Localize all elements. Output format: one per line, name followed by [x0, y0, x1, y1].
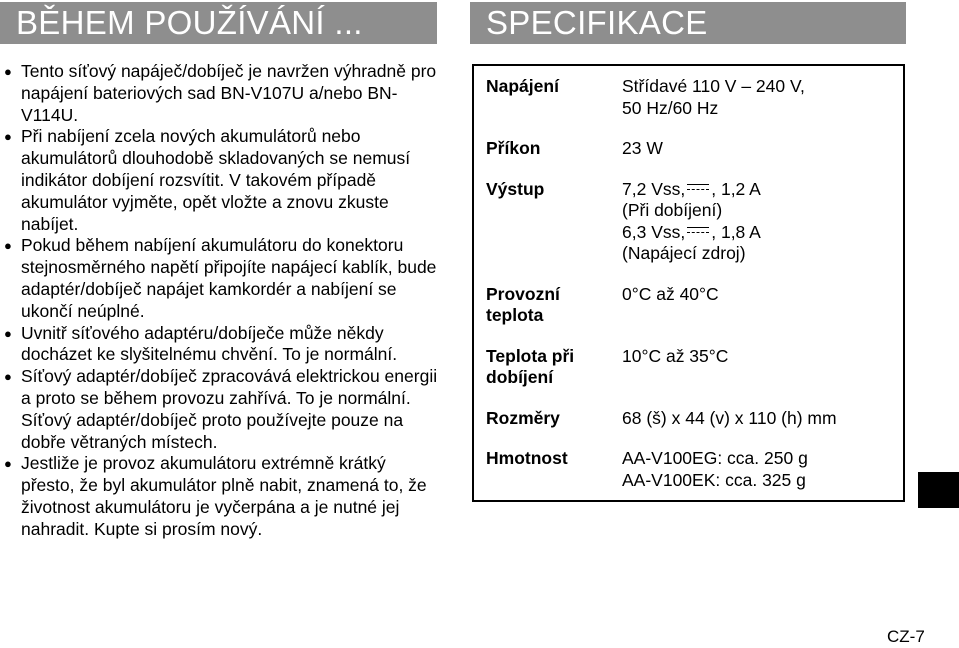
spec-value-line: 68 (š) x 44 (v) x 110 (h) mm	[622, 407, 837, 428]
spec-value	[622, 336, 903, 377]
spec-value-line: Střídavé 110 V – 240 V,	[622, 76, 805, 96]
spec-label: Napájení	[486, 76, 559, 96]
usage-note-text: Při nabíjení zcela nových akumulátorů nebo akumulátorů dlouhodobě skladovaných se nemusí indikátor dobíjení rozsvítit. V takovém případě akumulátor vyjměte, opět vložte a znovu zkuste nabíjet.	[21, 126, 411, 234]
spec-label-line: teplota	[486, 305, 544, 325]
usage-note-text: Jestliže je provoz akumulátoru extrémně krátký přesto, že byl akumulátor plně nabit, znamená to, že životnost akumulátoru je vyčerpána a je nutné jej nahradit. Kupte si prosím nový.	[21, 453, 427, 539]
spec-row-power-supply	[473, 65, 904, 128]
spec-value	[622, 274, 903, 315]
bullet-icon: ●	[4, 129, 12, 145]
spec-value	[622, 128, 903, 169]
usage-note	[4, 323, 442, 367]
bullet-icon: ●	[4, 456, 12, 472]
spec-label: Rozměry	[486, 407, 560, 428]
usage-heading: BĚHEM POUŽÍVÁNÍ ...	[0, 2, 437, 44]
spec-value	[622, 398, 903, 439]
bullet-icon: ●	[4, 325, 12, 341]
spec-label: Příkon	[486, 138, 541, 158]
section-tab-marker	[918, 472, 959, 508]
spec-value-line: AA-V100EK: cca. 325 g	[622, 469, 806, 490]
spec-row-operating-temperature	[473, 274, 904, 336]
spec-value-line: 0°C až 40°C	[622, 283, 719, 304]
usage-note	[4, 126, 442, 235]
current-text: , 1,8 A	[711, 221, 761, 242]
specifications-heading: SPECIFIKACE	[470, 2, 906, 44]
page-number: CZ-7	[887, 627, 925, 646]
spec-label	[486, 336, 622, 398]
dc-symbol-icon	[687, 182, 709, 194]
spec-label: Hmotnost	[486, 448, 568, 468]
usage-note	[4, 61, 442, 126]
bullet-icon: ●	[4, 238, 12, 254]
usage-note-text: Pokud během nabíjení akumulátoru do konektoru stejnosměrného napětí připojíte napájecí kablík, bude adaptér/dobíječ napájet kamkordér a nabíjení se ukončí neúplné.	[21, 235, 437, 321]
spec-value-line: 50 Hz/60 Hz	[622, 97, 719, 118]
usage-note	[4, 453, 442, 540]
specifications-table	[472, 64, 905, 502]
spec-value-line: 10°C až 35°C	[622, 345, 729, 366]
spec-value	[622, 438, 903, 500]
spec-label-line: Teplota při	[486, 345, 575, 366]
spec-value-line	[622, 222, 903, 244]
spec-label-line: dobíjení	[486, 367, 554, 387]
spec-value-line	[622, 179, 903, 201]
spec-value-line: AA-V100EG: cca. 250 g	[622, 448, 808, 468]
spec-label: Výstup	[486, 178, 545, 199]
spec-value	[622, 169, 903, 274]
usage-notes-list	[4, 61, 442, 541]
usage-note	[4, 235, 442, 322]
usage-note	[4, 366, 442, 453]
spec-label-line: Provozní	[486, 283, 560, 304]
spec-label	[486, 274, 622, 336]
bullet-icon: ●	[4, 64, 12, 79]
spec-row-charging-temperature	[473, 336, 904, 398]
spec-value-line: (Napájecí zdroj)	[622, 243, 746, 263]
spec-value-line: 23 W	[622, 138, 663, 158]
usage-note-text: Uvnitř síťového adaptéru/dobíječe může někdy docházet ke slyšitelnému chvění. To je normální.	[21, 322, 398, 365]
usage-note-text: Síťový adaptér/dobíječ zpracovává elektrickou energii a proto se během provozu zahřívá. To je normální. Síťový adaptér/dobíječ proto používejte pouze na dobře větraných místech.	[21, 366, 438, 452]
dc-symbol-icon	[687, 225, 709, 237]
spec-row-power-consumption	[473, 128, 904, 169]
spec-row-output	[473, 169, 904, 274]
spec-value-line: (Při dobíjení)	[622, 200, 723, 220]
spec-row-dimensions	[473, 398, 904, 439]
current-text: , 1,2 A	[711, 178, 761, 199]
spec-value	[622, 66, 903, 128]
bullet-icon: ●	[4, 369, 12, 385]
spec-row-weight	[473, 438, 904, 501]
voltage-text: 7,2 Vss,	[622, 178, 686, 199]
voltage-text: 6,3 Vss,	[622, 221, 686, 242]
usage-note-text: Tento síťový napáječ/dobíječ je navržen výhradně pro napájení bateriových sad BN-V107U a/nebo BN-V114U.	[21, 61, 437, 125]
